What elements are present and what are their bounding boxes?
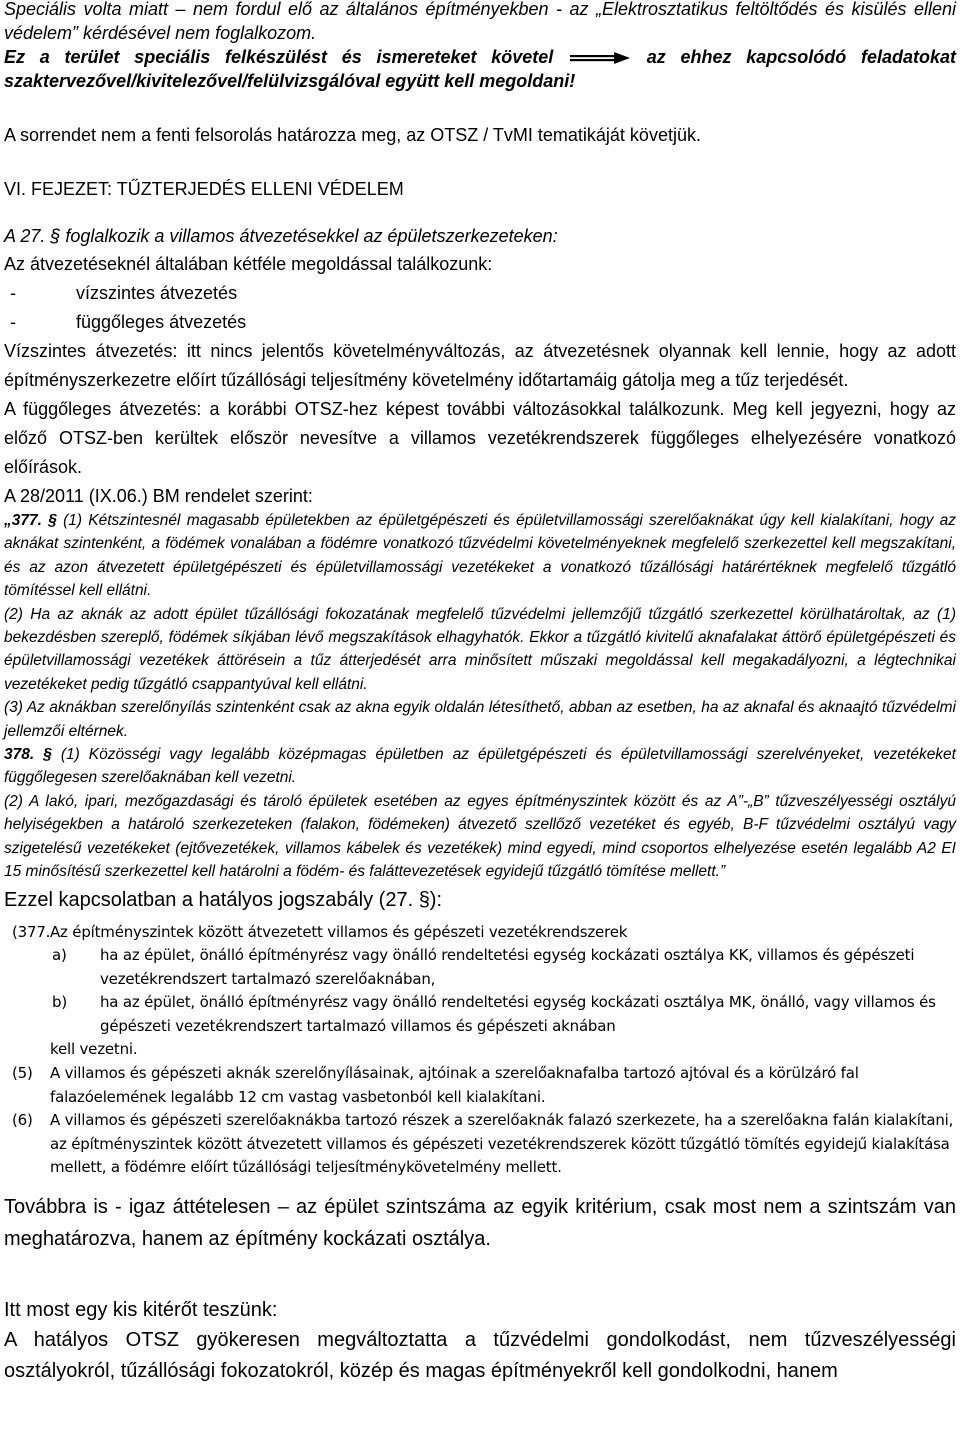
quote-378-1 — [4, 743, 956, 790]
digression-heading: Itt most egy kis kitérőt teszünk: — [4, 1298, 278, 1321]
section-number: 378. § — [4, 746, 52, 764]
section-number: „377. § — [4, 512, 57, 529]
law-text: Az építményszintek között átvezetett villamos és gépészeti vezetékrendszerek — [50, 922, 628, 941]
quote-text: (1) Közösségi vagy legalább középmagas épületben az épületgépészeti és épületvillamossági szerelvényeket, vezetékeket függőlegesen szerelőaknában kell vezetni. — [4, 746, 956, 787]
law-row-kell — [12, 1038, 956, 1062]
final-paragraph: A hatályos OTSZ gyökeresen megváltoztatta a tűzvédelmi gondolkodást, nem tűzveszélyességi osztályokról, tűzállósági fokozatokról, közép és magas építményekről kell gondolkodni, hanem — [4, 1328, 956, 1382]
vertical-transit-paragraph: A függőleges átvezetés: a korábbi OTSZ-hez képest további változásokkal találkozunk. Meg kell jegyezni, hogy az előző OTSZ-ben kerültek először nevesítve a villamos vezetékrendszerek függőleges elhelyezésére vonatkozó előírások. — [4, 399, 956, 477]
law-excerpt — [4, 919, 956, 1181]
horizontal-transit-paragraph: Vízszintes átvezetés: itt nincs jelentős követelményváltozás, az átvezetésnek olyannak kell lennie, hogy az adott építményszerkezetre előírt tűzállósági teljesítmény követelmény időtartamáig gátolja meg a tűz terjedését. — [4, 341, 956, 390]
quote-378-2: (2) A lakó, ipari, mezőgazdasági és tároló épületek esetében az egyes építményszintek között és az A”-„B” tűzveszélyességi osztályú helyiségekben a határoló szerkezeteken (falakon, födémeken) átvezető szellőző vezetéket és egyéb, B-F tűzvédelmi osztályú vagy szigetelésű vezetékeket (ejtővezetékek, villamos kábelek és vezetékek) mind egyedi, mind csoportos elhelyezése esetén legalább A2 EI 15 minősítésű szerkezettel kell határolni a födém- és faláttevezetések egyidejű tűzgátló tömítése mellett.” — [4, 792, 956, 881]
current-law-intro: Ezzel kapcsolatban a hatályos jogszabály (27. §): — [4, 888, 443, 911]
section27-text: Az átvezetéseknél általában kétféle megoldással találkozunk: — [4, 254, 493, 274]
decree-reference: A 28/2011 (IX.06.) BM rendelet szerint: — [4, 486, 313, 506]
quote-377-2: (2) Ha az aknák az adott épület tűzállósági fokozatának megfelelő tűzvédelmi jellemzőjű tűzgátló szerkezettel körülhatároltak, az (1) bekezdésben szereplő, födémek síkjában lévő megszakítások elhagyhatók. Ekkor a tűzgátló kivitelű aknafalakat áttörő épületgépészeti és épületvillamossági vezetékek áttörésein a tűz átterjedését arra minősített műszaki megoldással kell megakadályozni, a légtechnikai vezetékeket pedig tűzgátló csappantyúval kell ellátni. — [4, 605, 956, 693]
law-text: kell vezetni. — [50, 1040, 138, 1059]
intro-paragraph: Speciális volta miatt – nem fordul elő az általános építményekben - az „Elektrosztatikus feltöltődés és kisülés elleni védelem” kérdésével nem foglalkozom. — [4, 0, 956, 43]
order-note: A sorrendet nem a fenti felsorolás határozza meg, az OTSZ / TvMI tematikáját követjük. — [4, 125, 701, 145]
list-item: - vízszintes átvezetés — [4, 279, 956, 308]
law-text: A villamos és gépészeti aknák szerelőnyílásainak, ajtóinak a szerelőaknafalba tartozó ajtóval és a körülzáró fal falazóelemének legalább 12 cm vastag vasbetonból kell kialakítani. — [50, 1064, 859, 1106]
law-text: ha az épület, önálló építményrész vagy önálló rendeltetési egység kockázati osztálya MK, önálló, vagy villamos és gépészeti vezetékrendszert tartalmazó villamos és gépészeti aknában — [100, 993, 936, 1035]
list-item: - függőleges átvezetés — [4, 308, 956, 337]
law-row-a — [12, 944, 956, 991]
chapter-heading: VI. FEJEZET: TŰZTERJEDÉS ELLENI VÉDELEM — [4, 179, 404, 199]
law-letter: b) — [52, 993, 67, 1012]
after-law-paragraph: Továbbra is - igaz áttételesen – az épület szintszáma az egyik kritérium, csak most nem a szintszám van meghatározva, hanem az építmény kockázati osztálya. — [4, 1195, 956, 1250]
law-number: (6) — [12, 1111, 33, 1130]
law-row-5 — [12, 1062, 956, 1109]
right-arrow-icon — [568, 51, 632, 65]
law-row-377 — [12, 921, 956, 945]
quote-text: (1) Kétszintesnél magasabb épületekben az épületgépészeti és épületvillamossági szerelőaknákat úgy kell kialakítani, hogy az aknákat szintenként, a födémek vonalában a födémre vonatkozó tűzvédelmi követelményeknek megfelelő szerkezettel kell megszakítani, és az azon átvezetett épületgépészeti és épületvillamossági vezetékeket a vonatkozó tűzállósági határértéknek megfelelő tűzgátló tömítéssel kell ellátni. — [4, 512, 956, 600]
law-text: A villamos és gépészeti szerelőaknákba tartozó részek a szerelőaknák falazó szerkezete, ha a szerelőakna falán kialakítani, az építményszintek között átvezetett villamos és gépészeti vezetékrendszerek között tűzgátló tömítés egyidejű kialakítása mellett, a födémre előírt tűzállósági teljesítménykövetelmény mellett. — [50, 1111, 954, 1177]
law-letter: a) — [52, 946, 67, 965]
law-row-b — [12, 991, 956, 1038]
law-row-6 — [12, 1109, 956, 1180]
quote-377-1 — [4, 509, 956, 603]
warning-paragraph — [4, 45, 956, 93]
transit-types-list — [4, 279, 956, 337]
warning-text-b: az ehhez kapcsolódó feladatokat szaktervezővel/kivitelezővel/felülvizsgálóval együtt kell megoldani! — [4, 47, 956, 91]
law-text: ha az épület, önálló építményrész vagy önálló rendeltetési egység kockázati osztálya KK, villamos és gépészeti vezetékrendszert tartalmazó szerelőaknában, — [100, 946, 915, 988]
decree-quote — [4, 509, 956, 884]
section27-intro: A 27. § foglalkozik a villamos átvezetésekkel az épületszerkezeteken: — [4, 226, 558, 246]
warning-text-a: Ez a terület speciális felkészülést és ismereteket követel — [4, 47, 554, 67]
quote-377-3: (3) Az aknákban szerelőnyílás szintenként csak az akna egyik oldalán létesíthető, abban az esetben, ha az aknafal és aknaajtó tűzvédelmi jellemzői eltérnek. — [4, 699, 956, 740]
law-number: (5) — [12, 1064, 33, 1083]
current-law-image — [4, 919, 956, 1177]
law-number: (377. — [12, 922, 51, 941]
